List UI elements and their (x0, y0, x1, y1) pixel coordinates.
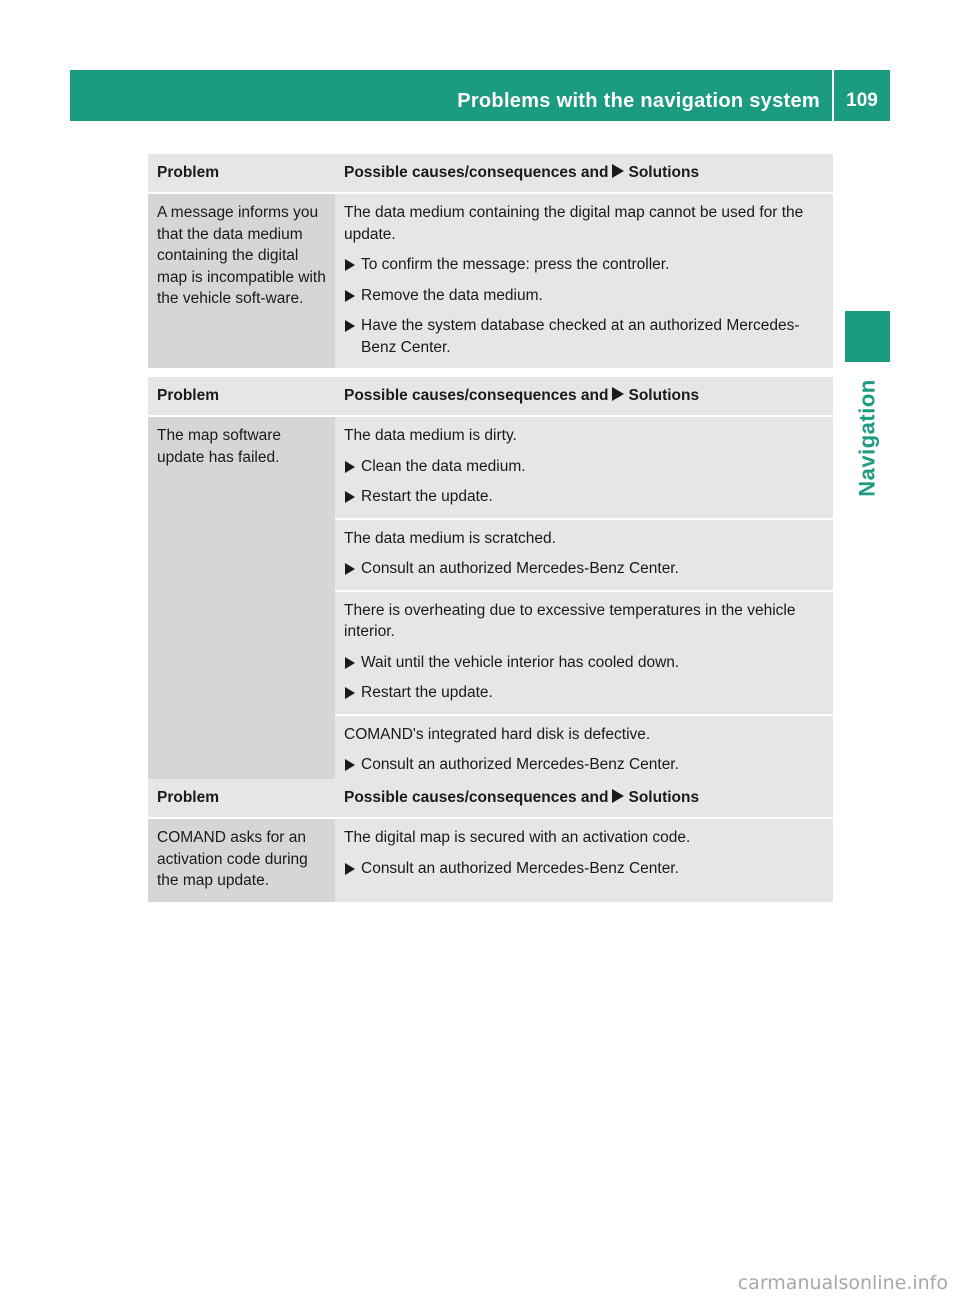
solution-step: Clean the data medium. (344, 456, 825, 478)
cause-cell (335, 415, 833, 518)
problem-table-1 (148, 154, 833, 368)
problem-column-header: Problem (148, 154, 335, 192)
cause-cell (335, 590, 833, 714)
problem-cell: COMAND asks for an activation code during the map update. (148, 817, 335, 902)
watermark: carmanualsonline.info (737, 1272, 948, 1294)
arrow-right-icon (612, 164, 624, 178)
cause-cell (335, 714, 833, 786)
table-row (148, 415, 833, 518)
table-row (148, 192, 833, 368)
arrow-right-icon (612, 789, 624, 803)
table-row (148, 817, 833, 902)
cause-cell (335, 817, 833, 902)
cause-cell (335, 192, 833, 368)
chapter-label (845, 375, 890, 500)
cause-text: There is overheating due to excessive temperatures in the vehicle interior. (344, 601, 796, 640)
solution-step: Restart the update. (344, 486, 825, 508)
table-header-row (148, 779, 833, 817)
cause-cell (335, 518, 833, 590)
cause-text: COMAND's integrated hard disk is defective. (344, 725, 651, 743)
solution-step: Remove the data medium. (344, 285, 825, 307)
causes-column-header: Possible causes/consequences and Solutions (335, 377, 833, 415)
problem-column-header: Problem (148, 377, 335, 415)
table-header-row (148, 377, 833, 415)
cause-text: The data medium containing the digital map cannot be used for the update. (344, 204, 804, 243)
solution-step: Consult an authorized Mercedes-Benz Center. (344, 858, 825, 880)
chapter-label-text: Navigation (854, 378, 880, 497)
cause-text: The digital map is secured with an activation code. (344, 829, 691, 846)
section-title: Problems with the navigation system (457, 90, 820, 112)
problem-table-3 (148, 779, 833, 902)
table-header-row (148, 154, 833, 192)
problem-table-2 (148, 377, 833, 786)
solution-step: Consult an authorized Mercedes-Benz Center. (344, 754, 825, 776)
causes-column-header: Possible causes/consequences and Solutions (335, 154, 833, 192)
solution-step: To confirm the message: press the controller. (344, 254, 825, 276)
solution-step: Have the system database checked at an authorized Mercedes-Benz Center. (344, 315, 825, 358)
cause-text: The data medium is dirty. (344, 427, 517, 444)
arrow-right-icon (612, 387, 624, 401)
solution-step: Restart the update. (344, 682, 825, 704)
causes-column-header: Possible causes/consequences and Solutions (335, 779, 833, 817)
page-header (70, 70, 890, 121)
chapter-tab-marker (845, 311, 890, 362)
solution-step: Consult an authorized Mercedes-Benz Center. (344, 558, 825, 580)
cause-text: The data medium is scratched. (344, 529, 556, 547)
page-number: 109 (846, 90, 878, 111)
solution-step: Wait until the vehicle interior has cooled down. (344, 652, 825, 674)
problem-cell: A message informs you that the data medium containing the digital map is incompatible with the vehicle soft-ware. (148, 192, 335, 368)
problem-cell: The map software update has failed. (148, 415, 335, 786)
problem-column-header: Problem (148, 779, 335, 817)
